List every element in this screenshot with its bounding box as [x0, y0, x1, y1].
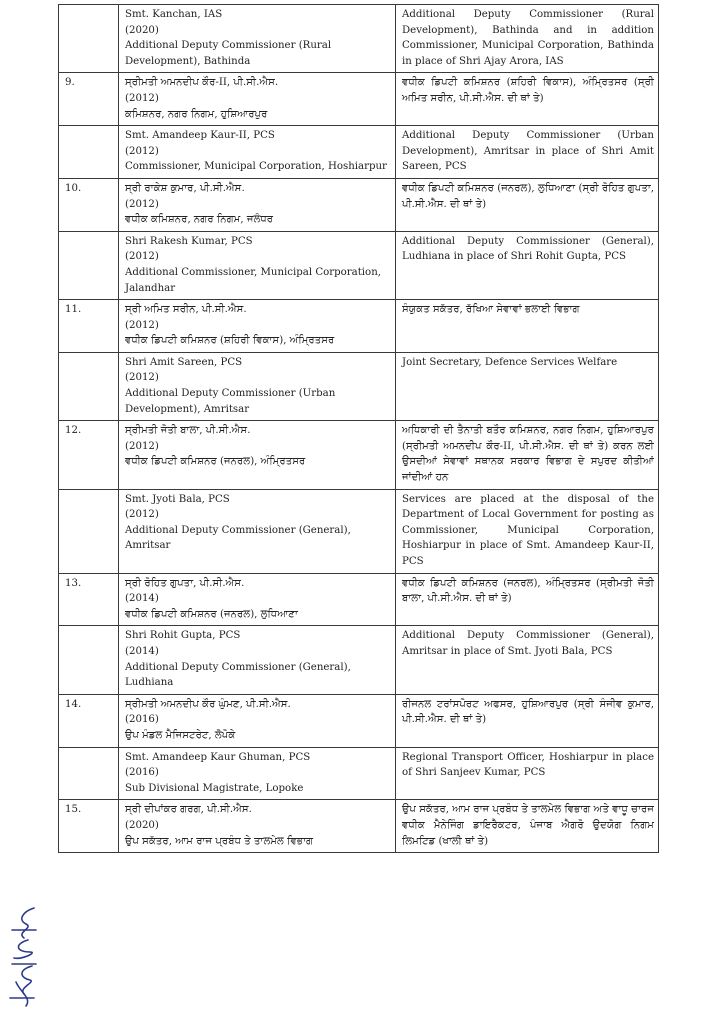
- present-posting: Commissioner, Municipal Corporation, Hoshiarpur: [125, 161, 387, 173]
- officer-name: ਸ੍ਰੀ ਰਾਕੇਸ਼ ਕੁਮਾਰ, ਪੀ.ਸੀ.ਐਸ.: [125, 182, 245, 194]
- officer-details: [119, 626, 396, 694]
- batch-year: (2012): [125, 92, 159, 104]
- table-row: [59, 73, 659, 126]
- serial-number: [59, 5, 119, 73]
- batch-year: (2012): [125, 251, 159, 263]
- new-posting: ਰੀਜਨਲ ਟਰਾਂਸਪੋਰਟ ਅਫਸਰ, ਹੁਸ਼ਿਆਰਪੁਰ (ਸ੍ਰੀ ਸੰਜੀਵ ਕੁਮਾਰ, ਪੀ.ਸੀ.ਐਸ. ਦੀ ਥਾਂ ਤੇ): [396, 694, 659, 747]
- serial-number: [59, 352, 119, 420]
- serial-number: 10.: [59, 178, 119, 231]
- officer-name: Smt. Amandeep Kaur-II, PCS: [125, 130, 275, 142]
- present-posting: ਕਮਿਸ਼ਨਰ, ਨਗਰ ਨਿਗਮ, ਹੁਸ਼ਿਆਰਪੁਰ: [125, 108, 268, 120]
- officer-name: ਸ੍ਰੀਮਤੀ ਅਮਨਦੀਪ ਕੌਰ-II, ਪੀ.ਸੀ.ਐਸ.: [125, 77, 279, 89]
- officer-details: [119, 747, 396, 800]
- officer-name: ਸ੍ਰੀ ਰੋਹਿਤ ਗੁਪਤਾ, ਪੀ.ਸੀ.ਐਸ.: [125, 577, 245, 589]
- officer-name: ਸ੍ਰੀਮਤੀ ਅਮਨਦੀਪ ਕੌਰ ਘੁੰਮਣ, ਪੀ.ਸੀ.ਐਸ.: [125, 698, 291, 710]
- table-row: [59, 800, 659, 853]
- serial-number: 12.: [59, 421, 119, 489]
- officer-name: Smt. Amandeep Kaur Ghuman, PCS: [125, 751, 311, 763]
- serial-number: 11.: [59, 300, 119, 353]
- officer-details: [119, 126, 396, 179]
- serial-number: 9.: [59, 73, 119, 126]
- table-row: [59, 231, 659, 299]
- present-posting: Additional Deputy Commissioner (Urban Development), Amritsar: [125, 388, 336, 415]
- officer-details: [119, 694, 396, 747]
- new-posting: Regional Transport Officer, Hoshiarpur in place of Shri Sanjeev Kumar, PCS: [396, 747, 659, 800]
- new-posting: ਸੰਯੁਕਤ ਸਕੱਤਰ, ਰੱਖਿਆ ਸੇਵਾਵਾਂ ਭਲਾਈ ਵਿਭਾਗ: [396, 300, 659, 353]
- table-row: [59, 352, 659, 420]
- batch-year: (2012): [125, 509, 159, 521]
- batch-year: (2012): [125, 198, 159, 210]
- new-posting: Joint Secretary, Defence Services Welfare: [396, 352, 659, 420]
- new-posting: ਵਧੀਕ ਡਿਪਟੀ ਕਮਿਸ਼ਨਰ (ਜਨਰਲ), ਅੰਮ੍ਰਿਤਸਰ (ਸ੍ਰੀਮਤੀ ਜੋਤੀ ਬਾਲਾ, ਪੀ.ਸੀ.ਐਸ. ਦੀ ਥਾਂ ਤੇ): [396, 573, 659, 626]
- table-row: [59, 747, 659, 800]
- present-posting: Additional Deputy Commissioner (Rural Development), Bathinda: [125, 40, 332, 67]
- new-posting: ਵਧੀਕ ਡਿਪਟੀ ਕਮਿਸ਼ਨਰ (ਸ਼ਹਿਰੀ ਵਿਕਾਸ), ਅੰਮ੍ਰਿਤਸਰ (ਸ੍ਰੀ ਅਮਿਤ ਸਰੀਨ, ਪੀ.ਸੀ.ਐਸ. ਦੀ ਥਾਂ ਤੇ): [396, 73, 659, 126]
- new-posting: Additional Deputy Commissioner (General), Amritsar in place of Smt. Jyoti Bala, PCS: [396, 626, 659, 694]
- officer-details: [119, 231, 396, 299]
- serial-number: [59, 126, 119, 179]
- present-posting: Additional Deputy Commissioner (General), Ludhiana: [125, 661, 351, 689]
- batch-year: (2020): [125, 819, 159, 831]
- present-posting: ਵਧੀਕ ਡਿਪਟੀ ਕਮਿਸ਼ਨਰ (ਜਨਰਲ), ਲੁਧਿਆਣਾ: [125, 608, 298, 620]
- officer-details: [119, 800, 396, 853]
- new-posting: Additional Deputy Commissioner (Urban Development), Amritsar in place of Shri Amit Sareen, PCS: [396, 126, 659, 179]
- officer-name: Smt. Jyoti Bala, PCS: [125, 493, 230, 505]
- new-posting: ਵਧੀਕ ਡਿਪਟੀ ਕਮਿਸ਼ਨਰ (ਜਨਰਲ), ਲੁਧਿਆਣਾ (ਸ੍ਰੀ ਰੋਹਿਤ ਗੁਪਤਾ, ਪੀ.ਸੀ.ਐਸ. ਦੀ ਥਾਂ ਤੇ): [396, 178, 659, 231]
- table-row: [59, 489, 659, 573]
- new-posting: Additional Deputy Commissioner (General), Ludhiana in place of Shri Rohit Gupta, PCS: [396, 231, 659, 299]
- present-posting: ਉਪ ਸਕੱਤਰ, ਆਮ ਰਾਜ ਪ੍ਰਬੰਧ ਤੇ ਤਾਲਮੇਲ ਵਿਭਾਗ: [125, 835, 314, 847]
- transfer-order-table: [58, 4, 659, 853]
- officer-details: [119, 489, 396, 573]
- officer-name: Shri Amit Sareen, PCS: [125, 356, 243, 368]
- new-posting: Additional Deputy Commissioner (Rural Development), Bathinda and in addition Commissioner, Municipal Corporation, Bathinda in place of Shri Ajay Arora, IAS: [396, 5, 659, 73]
- present-posting: Sub Divisional Magistrate, Lopoke: [125, 782, 304, 794]
- handwritten-signature: [4, 900, 44, 1010]
- officer-name: Shri Rakesh Kumar, PCS: [125, 235, 253, 247]
- officer-name: ਸ੍ਰੀ ਅਮਿਤ ਸਰੀਨ, ਪੀ.ਸੀ.ਐਸ.: [125, 304, 247, 316]
- officer-name: Shri Rohit Gupta, PCS: [125, 630, 241, 642]
- table-row: [59, 626, 659, 694]
- officer-details: [119, 5, 396, 73]
- batch-year: (2012): [125, 440, 159, 452]
- present-posting: ਵਧੀਕ ਕਮਿਸ਼ਨਰ, ਨਗਰ ਨਿਗਮ, ਜਲੰਧਰ: [125, 214, 274, 226]
- present-posting: ਉਪ ਮੰਡਲ ਮੈਜਿਸਟਰੇਟ, ਲੋਪੋਕੇ: [125, 729, 236, 741]
- batch-year: (2014): [125, 645, 159, 657]
- serial-number: [59, 747, 119, 800]
- officer-details: [119, 421, 396, 489]
- batch-year: (2016): [125, 714, 159, 726]
- officer-details: [119, 300, 396, 353]
- serial-number: [59, 231, 119, 299]
- new-posting: ਉਪ ਸਕੱਤਰ, ਆਮ ਰਾਜ ਪ੍ਰਬੰਧ ਤੇ ਤਾਲਮੇਲ ਵਿਭਾਗ ਅਤੇ ਵਾਧੂ ਚਾਰਜ ਵਧੀਕ ਮੈਨੇਜਿੰਗ ਡਾਇਰੈਕਟਰ, ਪੰਜਾਬ ਐਗਰੋ ਉਦਯੋਗ ਨਿਗਮ ਲਿਮਟਿਡ (ਖਾਲੀ ਥਾਂ ਤੇ): [396, 800, 659, 853]
- table-row: [59, 573, 659, 626]
- present-posting: Additional Commissioner, Municipal Corporation, Jalandhar: [125, 266, 381, 294]
- serial-number: 14.: [59, 694, 119, 747]
- new-posting: ਅਧਿਕਾਰੀ ਦੀ ਤੈਨਾਤੀ ਬਤੌਰ ਕਮਿਸ਼ਨਰ, ਨਗਰ ਨਿਗਮ, ਹੁਸ਼ਿਆਰਪੁਰ (ਸ੍ਰੀਮਤੀ ਅਮਨਦੀਪ ਕੌਰ-II, ਪੀ.ਸੀ.ਐਸ. ਦੀ ਥਾਂ ਤੇ) ਕਰਨ ਲਈ ਉਸਦੀਆਂ ਸੇਵਾਵਾਂ ਸਥਾਨਕ ਸਰਕਾਰ ਵਿਭਾਗ ਦੇ ਸਪੁਰਦ ਕੀਤੀਆਂ ਜਾਂਦੀਆਂ ਹਨ: [396, 421, 659, 489]
- table-row: [59, 126, 659, 179]
- officer-details: [119, 352, 396, 420]
- present-posting: Additional Deputy Commissioner (General), Amritsar: [125, 524, 351, 552]
- officer-name: ਸ੍ਰੀਮਤੀ ਜੋਤੀ ਬਾਲਾ, ਪੀ.ਸੀ.ਐਸ.: [125, 425, 251, 437]
- present-posting: ਵਧੀਕ ਡਿਪਟੀ ਕਮਿਸ਼ਨਰ (ਜਨਰਲ), ਅੰਮ੍ਰਿਤਸਰ: [125, 456, 306, 468]
- batch-year: (2012): [125, 372, 159, 384]
- batch-year: (2016): [125, 767, 159, 779]
- officer-details: [119, 73, 396, 126]
- batch-year: (2012): [125, 319, 159, 331]
- serial-number: [59, 489, 119, 573]
- batch-year: (2012): [125, 145, 159, 157]
- officer-details: [119, 178, 396, 231]
- table-row: [59, 421, 659, 489]
- officer-name: ਸ੍ਰੀ ਦੀਪਾਂਕਰ ਗਰਗ, ਪੀ.ਸੀ.ਐਸ.: [125, 804, 252, 816]
- serial-number: [59, 626, 119, 694]
- present-posting: ਵਧੀਕ ਡਿਪਟੀ ਕਮਿਸ਼ਨਰ (ਸ਼ਹਿਰੀ ਵਿਕਾਸ), ਅੰਮ੍ਰਿਤਸਰ: [125, 335, 335, 347]
- batch-year: (2020): [125, 24, 159, 36]
- serial-number: 15.: [59, 800, 119, 853]
- table-row: [59, 694, 659, 747]
- table-row: [59, 5, 659, 73]
- serial-number: 13.: [59, 573, 119, 626]
- new-posting: Services are placed at the disposal of the Department of Local Government for posting as Commissioner, Municipal Corporation, Hoshiarpur in place of Smt. Amandeep Kaur-II, PCS: [396, 489, 659, 573]
- officer-name: Smt. Kanchan, IAS: [125, 9, 223, 20]
- batch-year: (2014): [125, 593, 159, 605]
- table-row: [59, 300, 659, 353]
- table-row: [59, 178, 659, 231]
- officer-details: [119, 573, 396, 626]
